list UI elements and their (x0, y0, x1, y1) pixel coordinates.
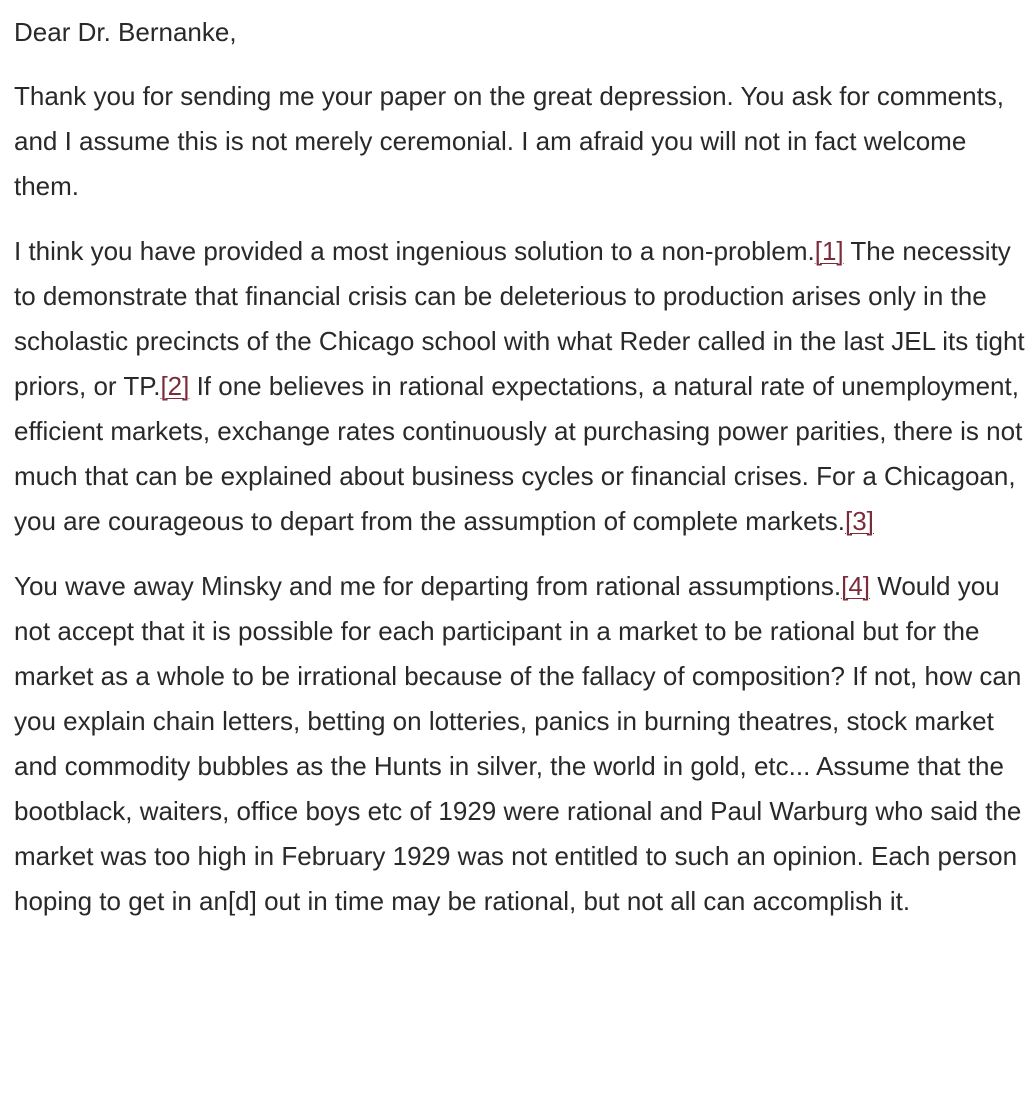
paragraph-text: I think you have provided a most ingenious solution to a non-problem. (14, 236, 815, 266)
footnote-link-4[interactable]: [4] (841, 571, 871, 601)
paragraph (14, 229, 1026, 544)
paragraph (14, 564, 1026, 924)
paragraph (14, 74, 1026, 209)
paragraph-text: You wave away Minsky and me for departing from rational assumptions. (14, 571, 842, 601)
paragraph-text: Would you not accept that it is possible for each participant in a market to be rational but for the market as a whole to be irrational because of the fallacy of composition? If not, how can you explain chain letters, betting on lotteries, panics in burning theatres, stock market and commodity bubbles as the Hunts in silver, the world in gold, etc... Assume that the bootblack, waiters, office boys etc of 1929 were rational and Paul Warburg who said the market was too high in February 1929 was not entitled to such an opinion. Each person hoping to get in an[d] out in time may be rational, but not all can accomplish it. (14, 571, 1022, 916)
footnote-link-3[interactable]: [3] (844, 506, 874, 536)
paragraph-text: The necessity to demonstrate that financial crisis can be deleterious to production arises only in the scholastic precincts of the Chicago school with what Reder called in the last JEL its tight priors, or TP. (14, 236, 1025, 401)
paragraph-text: Thank you for sending me your paper on the great depression. You ask for comments, and I assume this is not merely ceremonial. I am afraid you will not in fact welcome them. (14, 81, 1005, 201)
letter-body (14, 10, 1026, 944)
footnote-link-2[interactable]: [2] (160, 371, 190, 401)
paragraph-text: If one believes in rational expectations, a natural rate of unemployment, efficient markets, exchange rates continuously at purchasing power parities, there is not much that can be explained about business cycles or financial crises. For a Chicagoan, you are courageous to depart from the assumption of complete markets. (14, 371, 1023, 536)
letter-greeting: Dear Dr. Bernanke, (14, 17, 237, 47)
footnote-link-1[interactable]: [1] (814, 236, 844, 266)
